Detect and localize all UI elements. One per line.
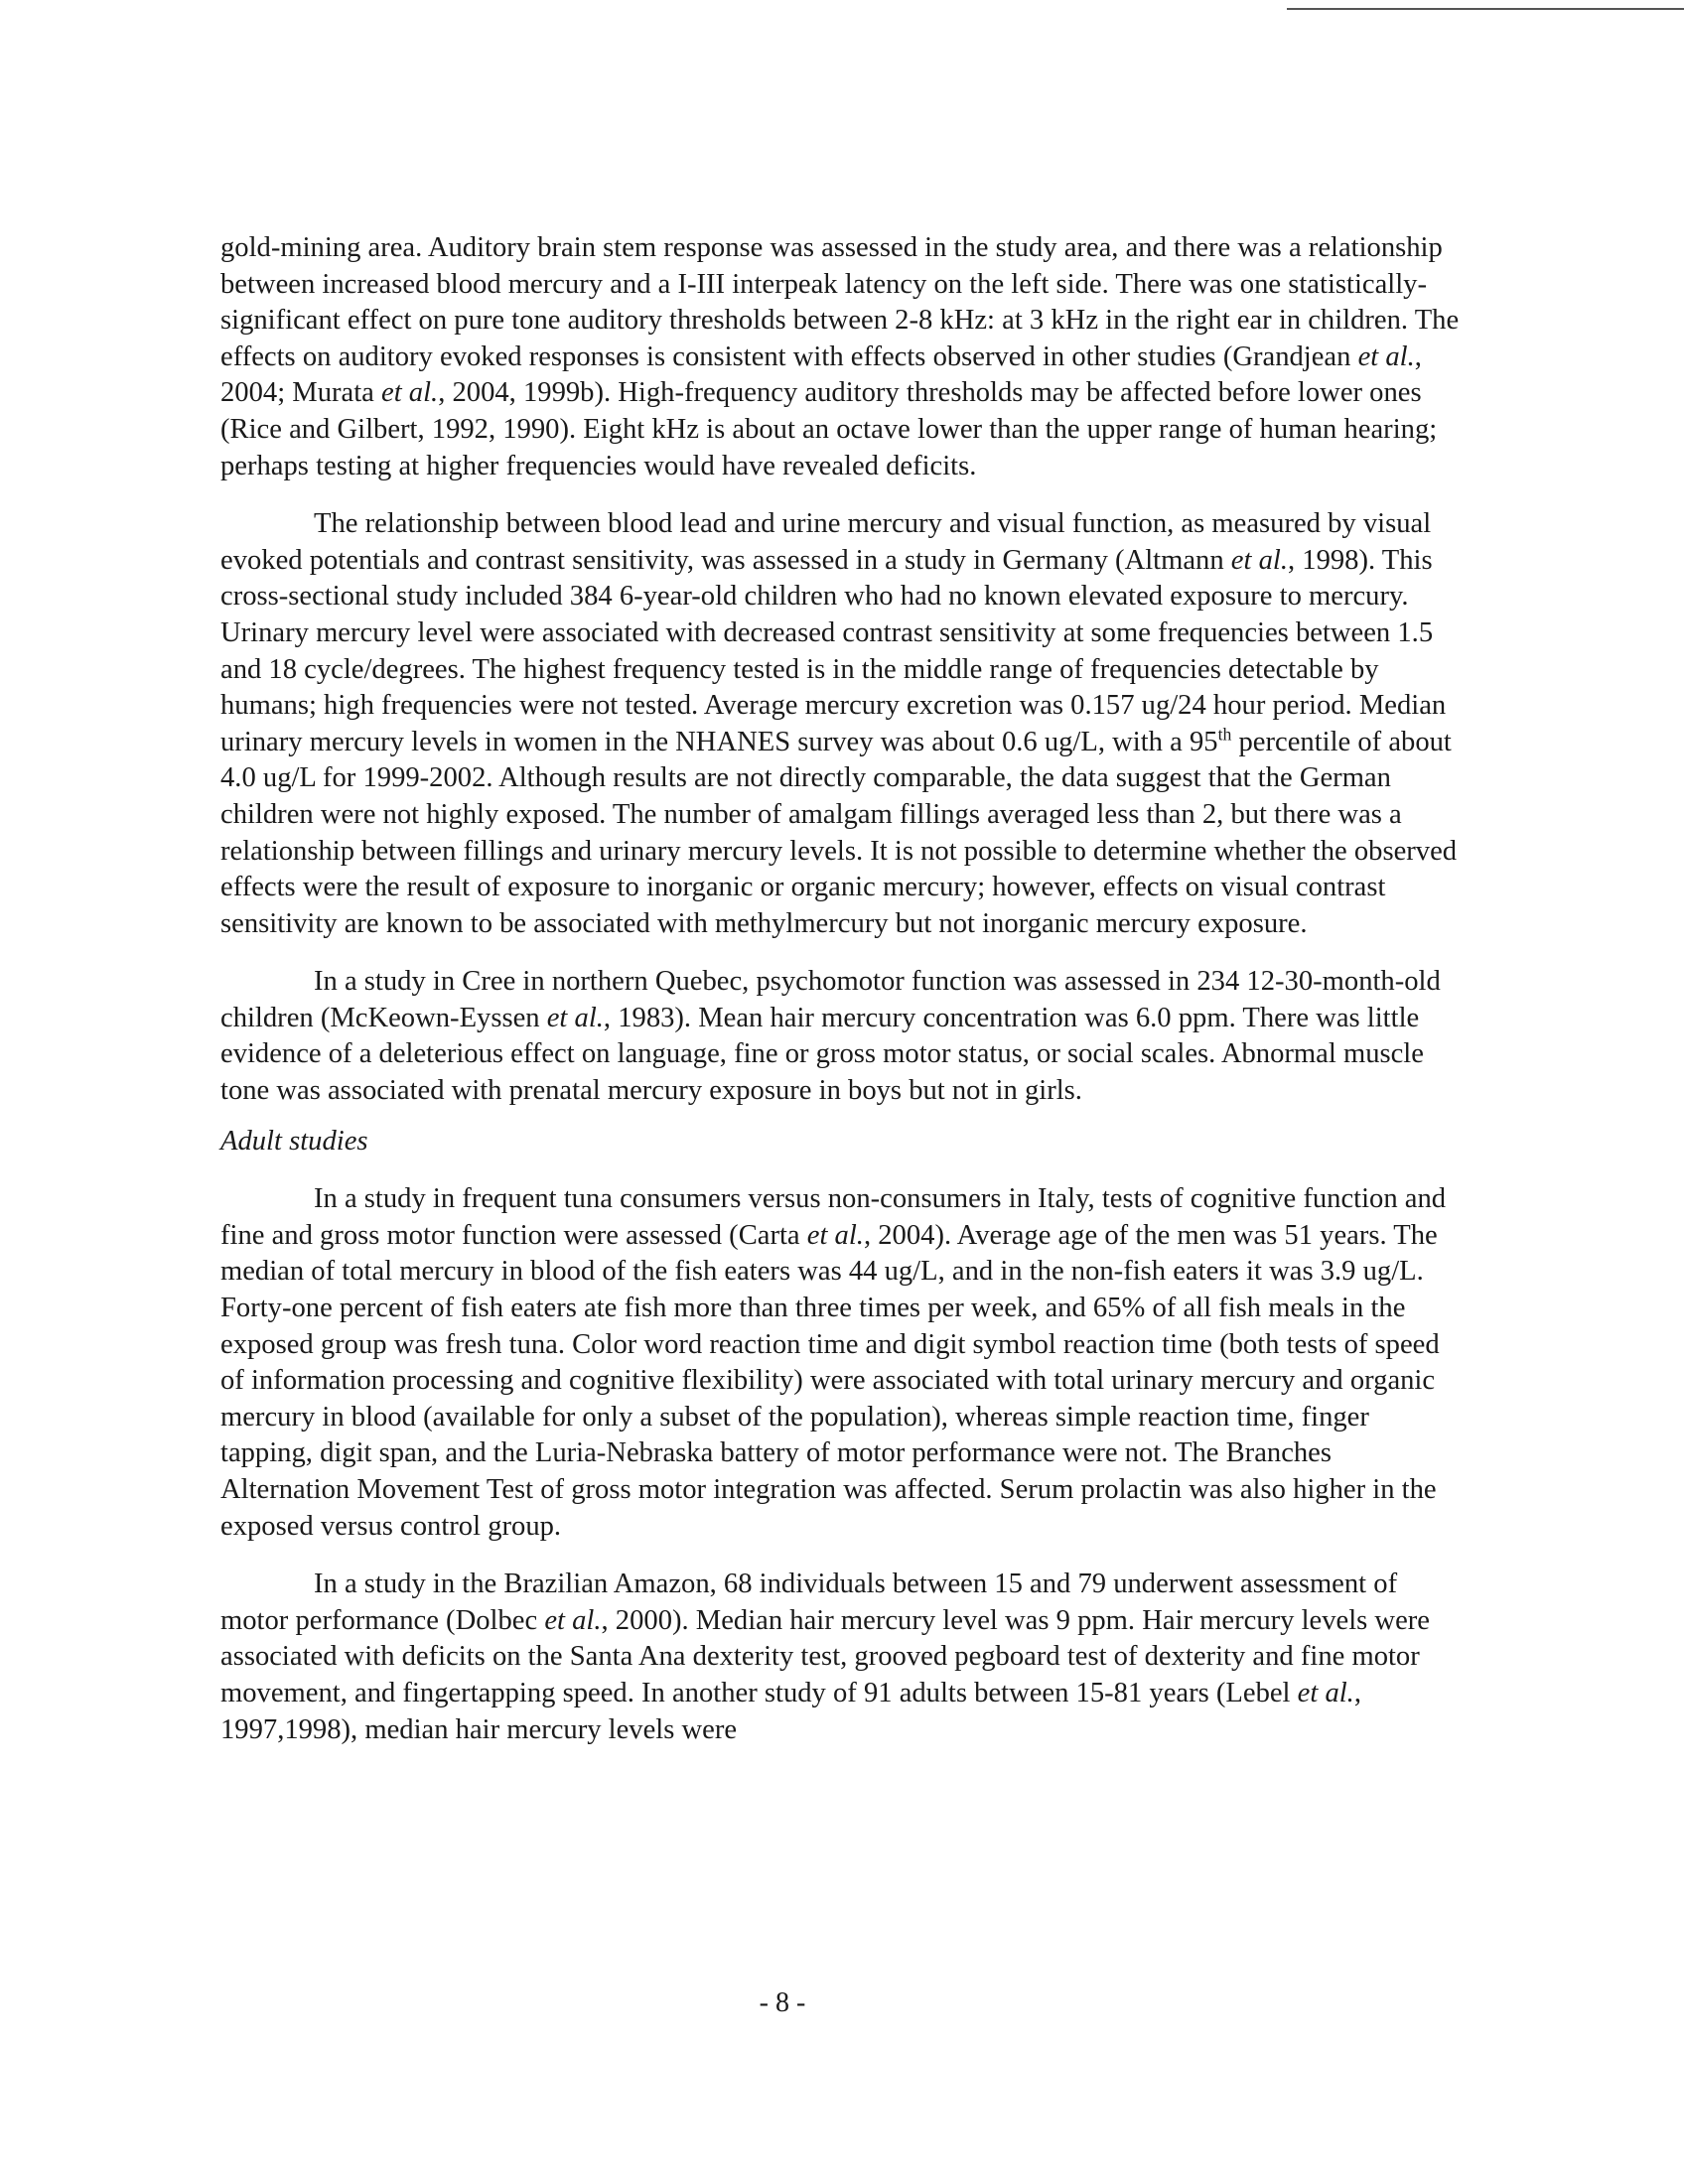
text-run: gold-mining area. Auditory brain stem response was assessed in the study area, and there was a relationship between increased blood mercury and a I-III interpeak latency on the left side. There was one statistically-significant effect on pure tone auditory thresholds between 2-8 kHz: at 3 kHz in the right ear in children. The effects on auditory evoked responses is consistent with effects observed in other studies (Grandjean [220,232,1460,372]
text-run: , 2004). Average age of the men was 51 years. The median of total mercury in blood of the fish eaters was 44 ug/L, and in the non-fish eaters it was 3.9 ug/L. Forty-one percent of fish eaters ate fish more than three times per week, and 65% of all fish meals in the exposed group was fresh tuna. Color word reaction time and digit symbol reaction time (both tests of speed of information processing and cognitive flexibility) were associated with total urinary mercury and organic mercury in blood (available for only a subset of the population), whereas simple reaction time, finger tapping, digit span, and the Luria-Nebraska battery of motor performance were not. The Branches Alternation Movement Test of gross motor integration was affected. Serum prolactin was also higher in the exposed versus control group. [220,1219,1440,1542]
citation-italic: et al. [381,377,439,409]
document-body [220,230,1460,1748]
citation-italic: et al. [806,1219,864,1251]
text-run: , 1998). This cross-sectional study included 384 6-year-old children who had no known elevated exposure to mercury. Urinary mercury level were associated with decreased contrast sensitivity at some frequencies between 1.5 and 18 cycle/degrees. The highest frequency tested is in the middle range of frequencies detectable by humans; high frequencies were not tested. Average mercury excretion was 0.157 ug/24 hour period. Median urinary mercury levels in women in the NHANES survey was about 0.6 ug/L, with a 95 [220,544,1447,757]
text-run: , 1997,1998), median hair mercury levels were [220,1677,1361,1745]
text-run: , 1983). Mean hair mercury concentration was 6.0 ppm. There was little evidence of a deleterious effect on language, fine or gross motor status, or social scales. Abnormal muscle tone was associated with prenatal mercury exposure in boys but not in girls. [220,1002,1424,1107]
body-paragraph [220,1567,1460,1748]
citation-italic: et al. [544,1604,602,1636]
text-run: percentile of about 4.0 ug/L for 1999-2002. Although results are not directly comparable, the data suggest that the German children were not highly exposed. The number of amalgam fillings averaged less than 2, but there was a relationship between fillings and urinary mercury levels. It is not possible to determine whether the observed effects were the result of exposure to inorganic or organic mercury; however, effects on visual contrast sensitivity are known to be associated with methylmercury but not inorganic mercury exposure. [220,726,1458,939]
text-run: , 2000). Median hair mercury level was 9 ppm. Hair mercury levels were associated with deficits on the Santa Ana dexterity test, grooved pegboard test of dexterity and fine motor movement, and fingertapping speed. In another study of 91 adults between 15-81 years (Lebel [220,1604,1430,1708]
text-run: In a study in the Brazilian Amazon, 68 individuals between 15 and 79 underwent assessment of motor performance (Dolbec [220,1569,1398,1636]
citation-italic: et al. [546,1002,604,1033]
text-run: , 2004, 1999b). High-frequency auditory thresholds may be affected before lower ones (Rice and Gilbert, 1992, 1990). Eight kHz is about an octave lower than the upper range of human hearing; perhaps testing at higher frequencies would have revealed deficits. [220,377,1438,481]
text-run: , 2004; Murata [220,341,1422,409]
citation-italic: et al. [1297,1677,1354,1708]
text-run: Adult studies [220,1125,368,1157]
page-number: - 8 - [759,1987,806,2018]
section-heading [220,1124,1460,1160]
superscript: th [1217,724,1232,745]
text-run: In a study in Cree in northern Quebec, psychomotor function was assessed in 234 12-30-month-old children (McKeown-Eyssen [220,966,1441,1033]
top-rule [1287,8,1684,10]
body-paragraph [220,964,1460,1109]
text-run: The relationship between blood lead and urine mercury and visual function, as measured by visual evoked potentials and contrast sensitivity, was assessed in a study in Germany (Altmann [220,508,1432,576]
citation-italic: et al. [1357,341,1415,372]
body-paragraph [220,230,1460,484]
text-run: In a study in frequent tuna consumers versus non-consumers in Italy, tests of cognitive function and fine and gross motor function were assessed (Carta [220,1183,1447,1251]
body-paragraph [220,506,1460,942]
body-paragraph [220,1181,1460,1545]
citation-italic: et al. [1230,544,1288,576]
